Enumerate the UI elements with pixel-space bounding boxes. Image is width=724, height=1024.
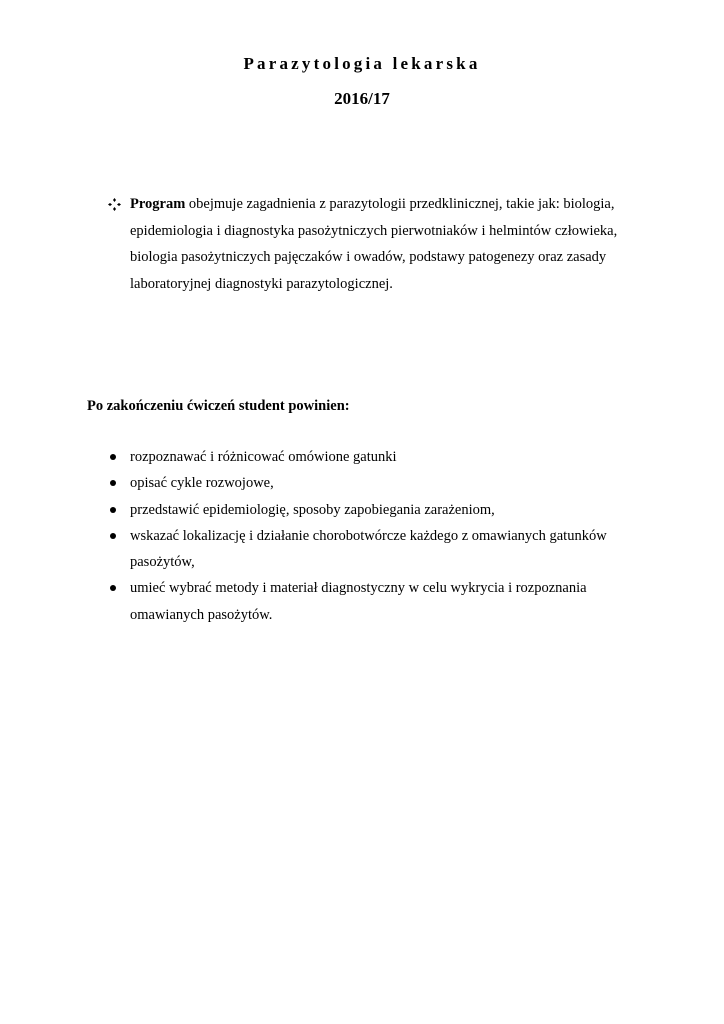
bullet-icon	[110, 585, 116, 591]
bullet-icon	[110, 533, 116, 539]
program-line: biologia pasożytniczych pajęczaków i owadów, podstawy patogenezy oraz zasady	[130, 249, 607, 265]
bullet-icon	[110, 454, 116, 460]
list-item: wskazać lokalizację i działanie chorobotwórcze każdego z omawianych gatunków pasożytów,	[108, 523, 668, 576]
program-line: laboratoryjnej diagnostyki parazytologicznej.	[130, 275, 393, 292]
program-section	[108, 191, 648, 297]
academic-year: 2016/17	[334, 89, 390, 108]
list-item: przedstawić epidemiologię, sposoby zapobiegania zarażeniom,	[108, 497, 668, 523]
bullet-icon	[110, 507, 116, 513]
program-line: Program obejmuje zagadnienia z parazytologii przedklinicznej, takie jak: biologia,	[130, 196, 615, 212]
list-item: opisać cykle rozwojowe,	[108, 470, 668, 496]
list-item: umieć wybrać metody i materiał diagnostyczny w celu wykrycia i rozpoznania omawianych pasożytów.	[108, 575, 668, 628]
document-title: Parazytologia lekarska	[243, 54, 481, 73]
list-item: rozpoznawać i różnicować omówione gatunki	[108, 444, 668, 470]
program-label: Program	[130, 196, 186, 212]
program-line: epidemiologia i diagnostyka pasożytniczych pierwotniaków i helmintów człowieka,	[130, 222, 618, 239]
outcomes-list	[108, 444, 668, 628]
outcomes-heading: Po zakończeniu ćwiczeń student powinien:	[87, 398, 350, 414]
bullet-icon	[110, 480, 116, 486]
program-description	[108, 191, 648, 297]
diamond-bullet-icon	[108, 198, 121, 211]
